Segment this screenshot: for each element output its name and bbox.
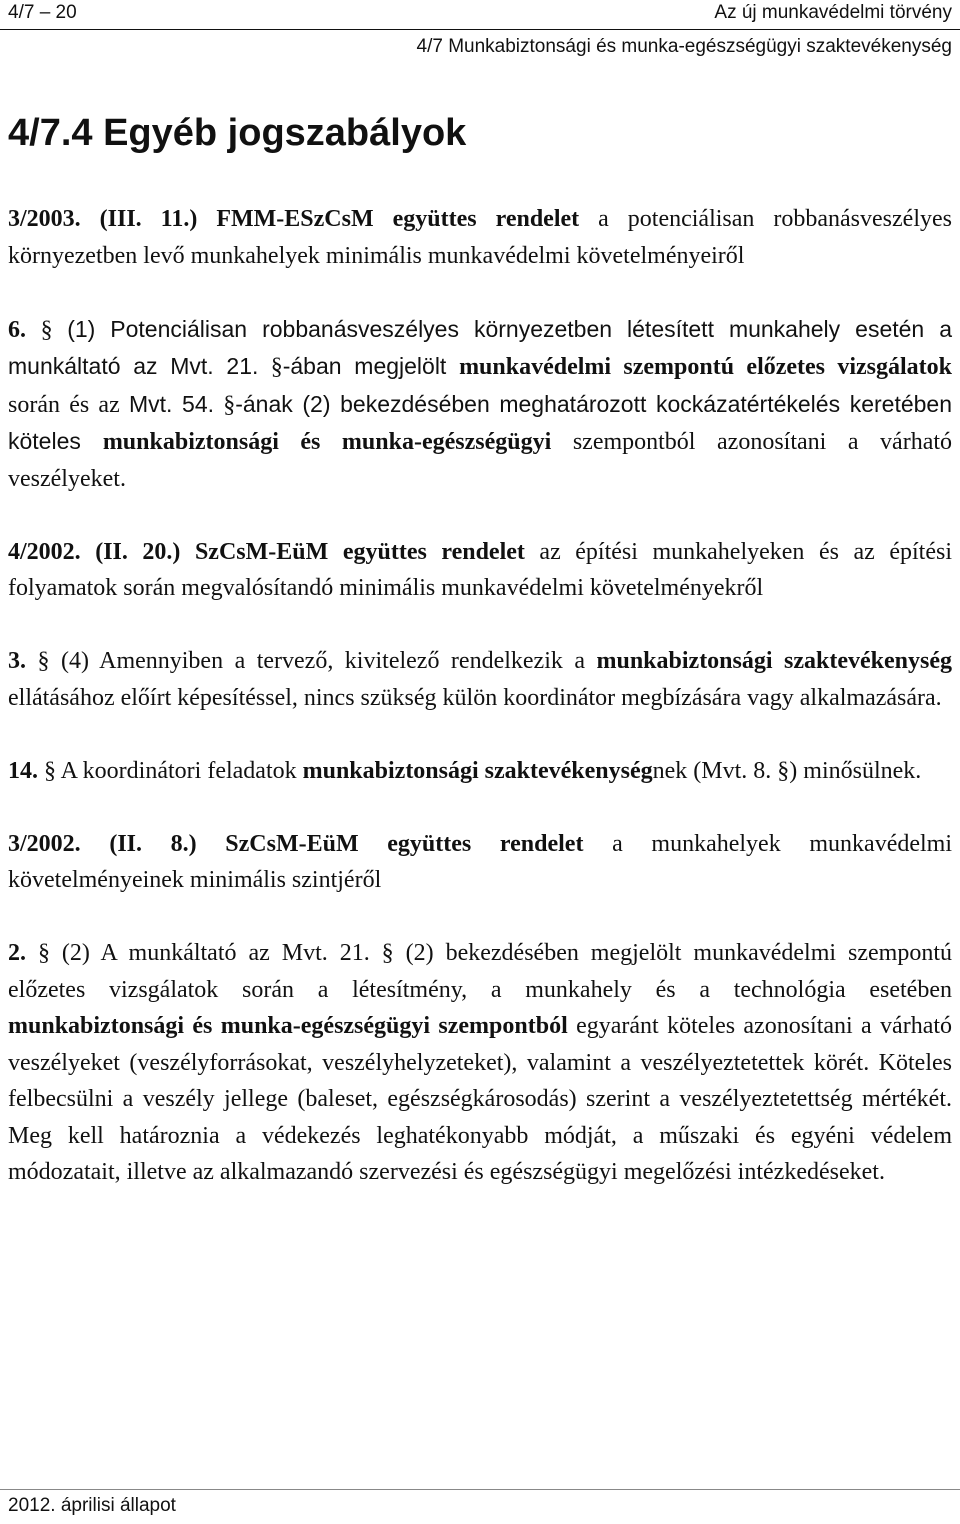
section-heading: 4/7.4 Egyéb jogszabályok	[8, 112, 467, 154]
regulation-id: 4/2002. (II. 20.) SzCsM-EüM együttes rendelet	[8, 538, 525, 565]
paragraph-text: § A koordinátori feladatok	[38, 757, 303, 784]
emphasis-text: munkabiztonsági szaktevékenység	[596, 648, 952, 674]
header-page-number: 4/7 – 20	[8, 2, 77, 23]
paragraph-text: §	[26, 316, 68, 343]
paragraph-text: szempontból azonosítani a várható veszélyeket.	[8, 429, 953, 492]
regulation-title-text: vetelményekről	[613, 575, 764, 601]
regulation-title-text: az építési munkahelyeken és az építési folyamatok során megvalósítandó minimális munkavédelmi kö	[8, 538, 952, 601]
paragraph-text: során és az	[8, 391, 129, 418]
footer-divider	[0, 1489, 960, 1490]
page-footer: 2012. áprilisi állapot	[8, 1495, 176, 1516]
paragraph-text: nek (Mvt. 8. §) minősülnek.	[652, 757, 922, 784]
paragraph-number: 3.	[8, 648, 26, 674]
emphasis-text: munkabiztonsági szaktevékenység	[302, 757, 653, 784]
paragraph-text: Mvt. 54.	[128, 390, 214, 417]
regulation-title-text: a munkahelyek munkavé	[583, 830, 898, 857]
regulation-title-text: vetelményeiről	[600, 242, 745, 269]
paragraph-text: § (4) Amennyiben a tervező, kivitelező rendelkezik a	[26, 648, 597, 674]
header-book-title: Az új munkavédelmi törvény	[714, 2, 952, 23]
regulation-title-3-2002	[8, 826, 952, 899]
paragraph-text: ellátásához előírt képesítéssel, nincs szükség külön koordi	[8, 684, 566, 711]
paragraph-2	[8, 935, 952, 1191]
paragraph-text: -ában megjelölt	[282, 353, 460, 379]
regulation-title-4-2002	[8, 534, 952, 607]
regulation-title-3-2003	[8, 201, 952, 274]
emphasis-text: munkabiztonsági és munka-egészségügyi szempontból	[8, 1013, 568, 1039]
paragraph-text: egyaránt köteles azonosítani a várható veszélyeket (veszélyforrásokat, veszélyhelyzeteket), valamint a veszélyeztetettek körét. Köteles felbecsülni a veszély jellege (baleset, egészségkárosodás) szerint a veszélyeztetettség mértékét. Meg kell határoznia a védekezés leghatékonyabb módját, a műszaki és egyéni védelem módozatait, illetve az alkalmazandó szervezési és egészségügyi megelőzési intézkedéseket.	[8, 1013, 953, 1185]
regulation-title-text: násveszélyes környezetben levő munkahelyek minimális munkavédelmi kö	[8, 206, 952, 269]
emphasis-text: munkabiztonsági és munka-egészségügyi	[102, 429, 552, 455]
header-chapter-title: 4/7 Munkabiztonsági és munka-egészségügyi szaktevékenység	[416, 36, 952, 57]
paragraph-6	[8, 311, 952, 498]
emphasis-text: munkavédelmi szempontú előzetes vizsgálatok	[459, 354, 953, 380]
paragraph-number: 2.	[8, 940, 26, 966]
regulation-id: 3/2003. (III. 11.) FMM-ESzCsM együttes rendelet	[8, 206, 580, 232]
paragraph-text: (1) Potenciálisan robbanásveszélyes környezetben létesített munkahely esetén a munkáltató az Mvt. 21.	[8, 315, 952, 379]
paragraph-text: § (2) A munkáltató az Mvt. 21. § (2) bekezdésében megjelölt munkavé	[26, 940, 782, 966]
regulation-id: 3/2002. (II. 8.) SzCsM-EüM együttes rendelet	[8, 830, 584, 857]
paragraph-number: 14.	[8, 757, 38, 784]
regulation-title-text: a potenciálisan robba	[579, 206, 829, 232]
paragraph-3	[8, 643, 952, 716]
paragraph-text: §	[214, 391, 236, 418]
paragraph-text: delmi szempontú előzetes vizsgálatok során a létesítmény, a munkahely és a technológia esetében	[8, 940, 953, 1003]
paragraph-number: 6.	[8, 316, 26, 343]
paragraph-text: §	[258, 354, 283, 380]
regulation-title-text: delmi követelményeinek minimális szintjéről	[8, 830, 952, 893]
header-divider	[0, 29, 960, 30]
paragraph-14	[8, 753, 952, 790]
paragraph-text: -ának (2) bekezdésében meghatározott kockázatértékelés keretében köteles	[8, 390, 953, 454]
document-body	[8, 201, 952, 1227]
paragraph-text: nátor megbízására vagy alkalmazására.	[565, 684, 942, 711]
